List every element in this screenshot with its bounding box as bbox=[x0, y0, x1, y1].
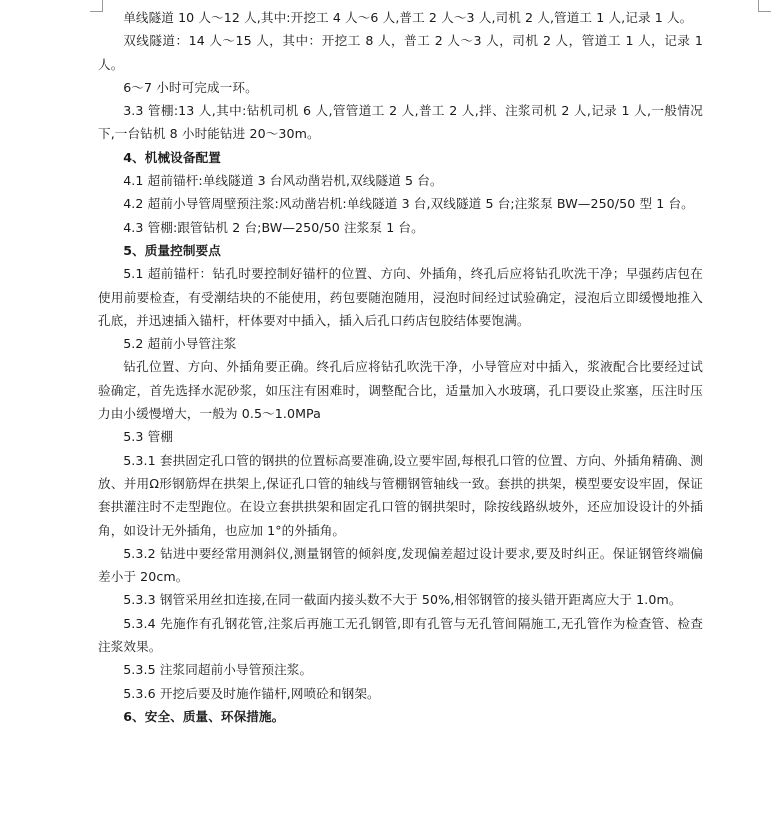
paragraph: 4.2 超前小导管周壁预注浆:风动凿岩机:单线隧道 3 台,双线隧道 5 台;注浆泵 BW—250/50 型 1 台。 bbox=[123, 196, 694, 212]
paragraph: 5.3.1 套拱固定孔口管的钢拱的位置标高要准确,设立要牢固,每根孔口管的位置、方向、外插角精确、测放、并用Ω形钢筋焊在拱架上,保证孔口管的轴线与管棚钢管轴线一致。套拱的拱架，模型要安设牢固，保证套拱灌注时不走型跑位。在设立套拱拱架和固定孔口管的钢拱架时，除按线路纵坡外，还应加设设计的外插角，如设计无外插角，也应加 1°的外插角。 bbox=[98, 452, 703, 538]
paragraph: 5.3 管棚 bbox=[123, 429, 174, 445]
paragraph: 5.3.6 开挖后要及时施作锚杆,网喷砼和钢架。 bbox=[123, 685, 380, 701]
paragraph: 钻孔位置、方向、外插角要正确。终孔后应将钻孔吹洗干净，小导管应对中插入，浆液配合比要经过试验确定，首先选择水泥砂浆，如压注有困难时，调整配合比，适量加入水玻璃，孔口要设止浆塞，压注时压力由小缓慢增大，一般为 0.5～1.0MPa bbox=[98, 359, 703, 422]
paragraph: 5.3.4 先施作有孔钢花管,注浆后再施工无孔钢管,即有孔管与无孔管间隔施工,无孔管作为检查管、检查注浆效果。 bbox=[98, 615, 703, 655]
section-heading: 5、质量控制要点 bbox=[123, 242, 221, 258]
paragraph: 5.1 超前锚杆：钻孔时要控制好锚杆的位置、方向、外插角，终孔后应将钻孔吹洗干净；早强药店包在使用前要检查，有受潮结块的不能使用，药包要随泡随用，浸泡时间经过试验确定，浸泡后立即缓慢地推入孔底，并迅速插入锚杆，杆体要对中插入，插入后孔口药店包胶结体要饱满。 bbox=[98, 266, 703, 328]
paragraph: 3.3 管棚:13 人,其中:钻机司机 6 人,管管道工 2 人,普工 2 人,拌、注浆司机 2 人,记录 1 人,一般情况下,一台钻机 8 小时能钻进 20～30m。 bbox=[98, 103, 703, 142]
paragraph: 5.3.3 钢管采用丝扣连接,在同一截面内接头数不大于 50%,相邻钢管的接头错开距离应大于 1.0m。 bbox=[123, 592, 682, 608]
section-heading: 6、安全、质量、环保措施。 bbox=[123, 708, 285, 724]
paragraph: 5.2 超前小导管注浆 bbox=[123, 336, 237, 352]
page-corner-mark-right bbox=[758, 0, 771, 12]
paragraph: 5.3.2 钻进中要经常用测斜仪,测量钢管的倾斜度,发现偏差超过设计要求,要及时纠正。保证钢管终端偏差小于 20cm。 bbox=[98, 545, 703, 585]
paragraph: 单线隧道 10 人～12 人,其中:开挖工 4 人～6 人,普工 2 人～3 人,司机 2 人,管道工 1 人,记录 1 人。 bbox=[123, 10, 693, 25]
paragraph: 4.3 管棚:跟管钻机 2 台;BW—250/50 注浆泵 1 台。 bbox=[123, 219, 424, 235]
document-page bbox=[98, 6, 703, 728]
paragraph: 4.1 超前锚杆:单线隧道 3 台风动凿岩机,双线隧道 5 台。 bbox=[123, 173, 443, 189]
paragraph: 5.3.5 注浆同超前小导管预注浆。 bbox=[123, 662, 313, 678]
paragraph: 6～7 小时可完成一环。 bbox=[123, 79, 258, 95]
paragraph: 双线隧道：14 人～15 人，其中：开挖工 8 人，普工 2 人～3 人，司机 2 人，管道工 1 人，记录 1 人。 bbox=[98, 33, 703, 72]
section-heading: 4、机械设备配置 bbox=[123, 149, 221, 165]
